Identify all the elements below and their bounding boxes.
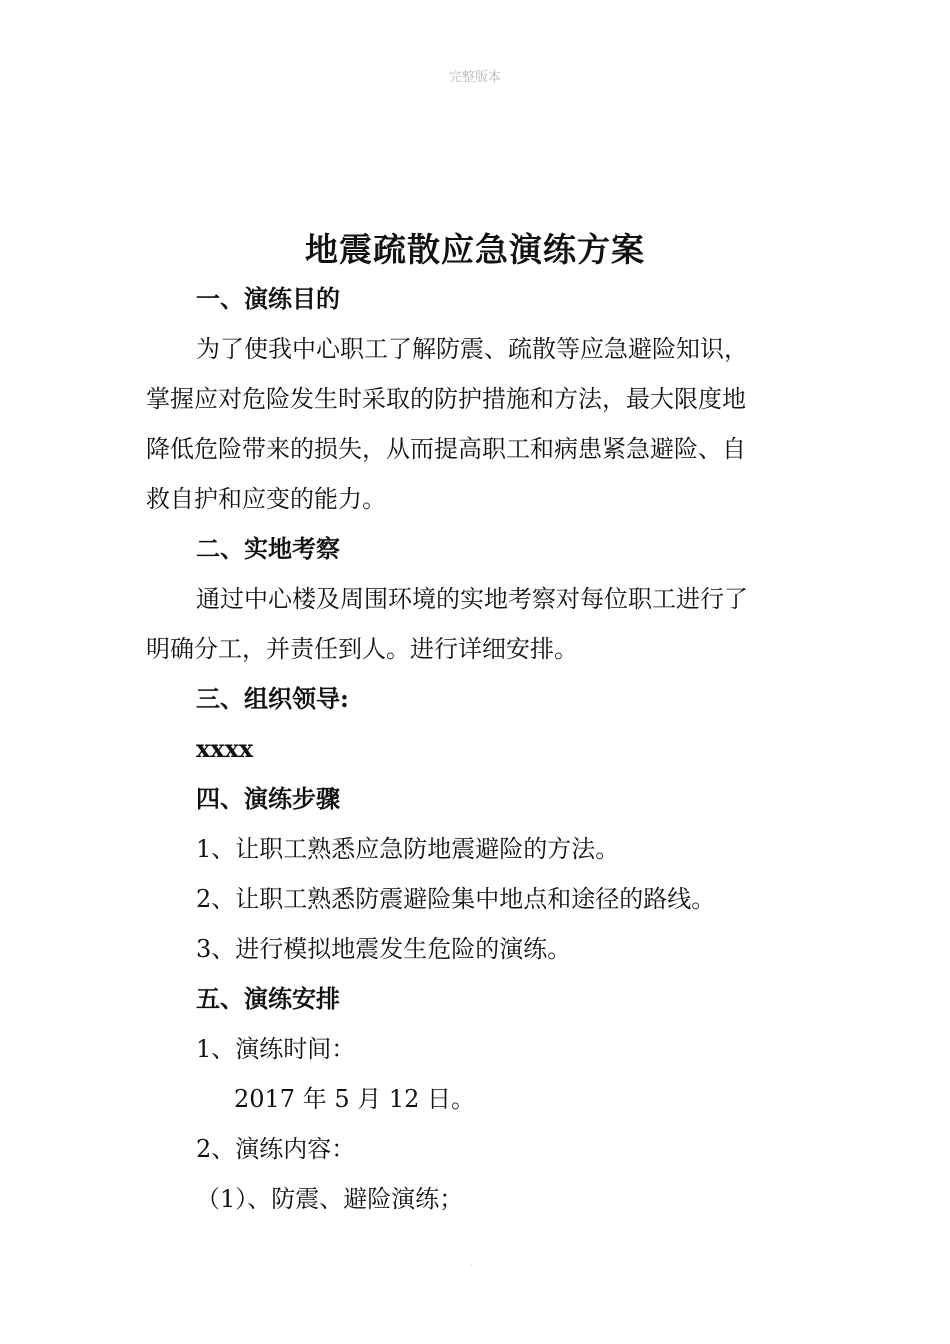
section-5-heading: 五、演练安排	[196, 984, 340, 1013]
section-5-content-item: （1）、防震、避险演练；	[196, 1185, 464, 1213]
section-1-para-line-2: 掌握应对危险发生时采取的防护措施和方法，最大限度地	[146, 385, 746, 413]
section-5-time-label: 1、演练时间：	[196, 1035, 356, 1063]
section-5-time-value: 2017 年 5 月 12 日。	[234, 1085, 476, 1113]
section-1-para-line-1: 为了使我中心职工了解防震、疏散等应急避险知识，	[196, 335, 748, 363]
section-2-para-line-2: 明确分工，并责任到人。进行详细安排。	[146, 635, 578, 663]
document-title: 地震疏散应急演练方案	[305, 230, 645, 269]
section-5-content-label: 2、演练内容：	[196, 1135, 356, 1163]
footer-mark: .	[470, 1258, 473, 1267]
section-4-item-3: 3、进行模拟地震发生危险的演练。	[196, 935, 572, 963]
section-2-heading: 二、实地考察	[196, 534, 340, 563]
section-1-para-line-4: 救自护和应变的能力。	[146, 485, 386, 513]
section-3-heading: 三、组织领导:	[196, 684, 349, 713]
section-4-item-1: 1、让职工熟悉应急防地震避险的方法。	[196, 835, 620, 863]
section-4-item-2: 2、让职工熟悉防震避险集中地点和途径的路线。	[196, 885, 716, 913]
section-4-heading: 四、演练步骤	[196, 784, 340, 813]
header-watermark: 完整版本	[448, 70, 501, 85]
section-1-para-line-3: 降低危险带来的损失，从而提高职工和病患紧急避险、自	[146, 435, 746, 463]
section-3-body: xxxx	[196, 734, 254, 763]
section-2-para-line-1: 通过中心楼及周围环境的实地考察对每位职工进行了	[196, 585, 748, 613]
section-1-heading: 一、演练目的	[196, 284, 340, 313]
